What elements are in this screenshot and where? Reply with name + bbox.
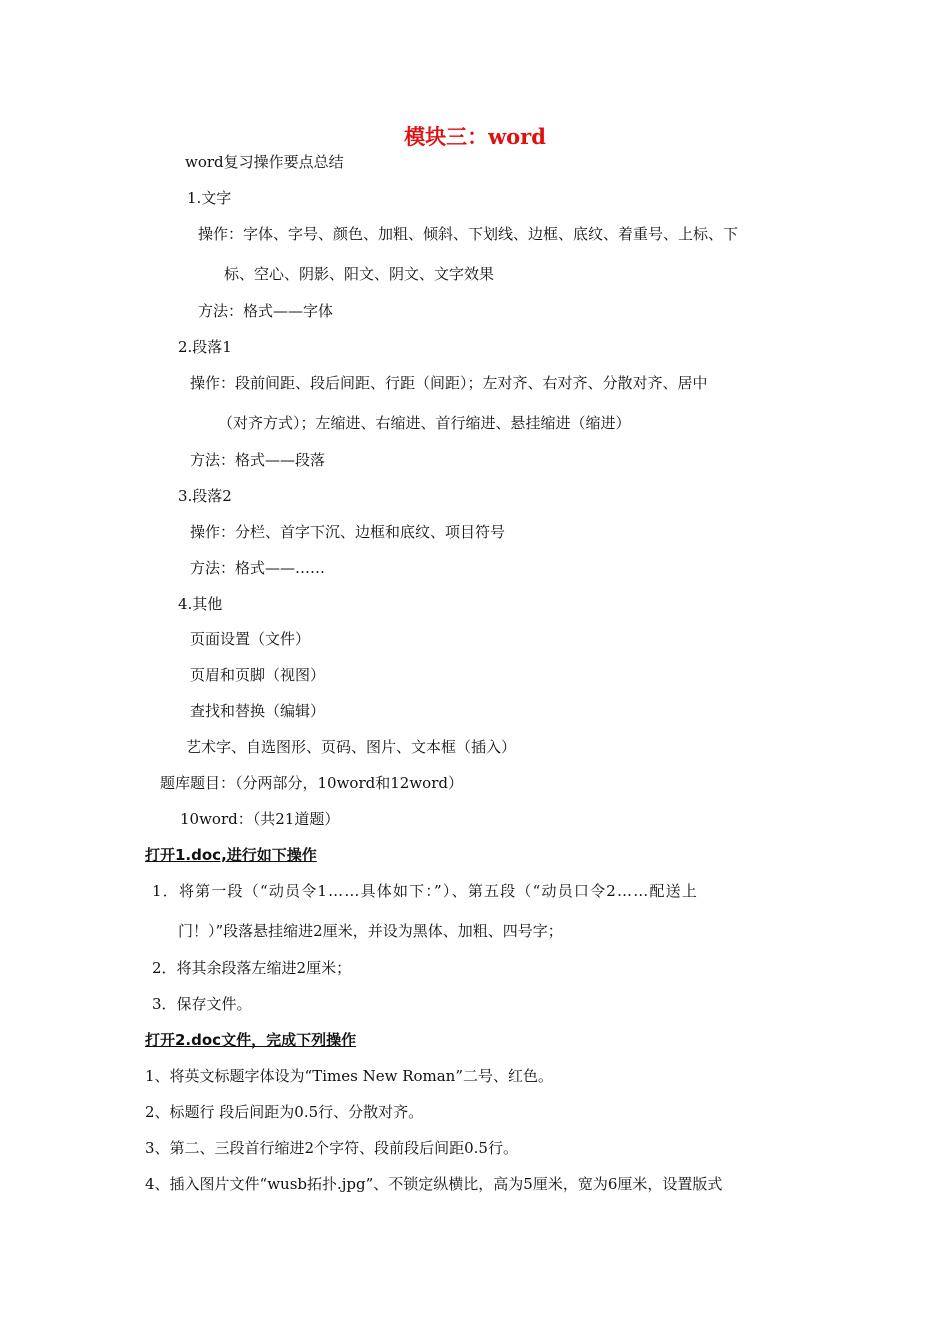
task-1-step-2: 2．将其余段落左缩进2厘米； bbox=[152, 959, 352, 977]
task-2-step-4: 4、插入图片文件“wusb拓扑.jpg”、不锁定纵横比，高为5厘米，宽为6厘米，设置版式 bbox=[145, 1175, 723, 1193]
section-1-heading: 1.文字 bbox=[187, 189, 232, 207]
section-3-method: 方法：格式——…… bbox=[190, 559, 326, 577]
section-3-heading: 3.段落2 bbox=[178, 487, 232, 505]
document-title: 模块三：word bbox=[404, 124, 546, 149]
task-1-step-1: 1．将第一段（“动员令1……具体如下：”）、第五段（“动员口令2……配送上 bbox=[152, 882, 699, 900]
task-1-heading: 打开1.doc,进行如下操作 bbox=[145, 846, 317, 864]
section-4-item: 页眉和页脚（视图） bbox=[190, 666, 326, 684]
section-1-operations-cont: 标、空心、阴影、阳文、阴文、文字效果 bbox=[224, 265, 495, 283]
section-3-operations: 操作：分栏、首字下沉、边框和底纹、项目符号 bbox=[190, 523, 506, 541]
task-1-step-1-cont: 门！）”段落悬挂缩进2厘米，并设为黑体、加粗、四号字； bbox=[178, 922, 563, 940]
question-bank-subline: 10word：（共21道题） bbox=[180, 810, 340, 828]
section-2-operations: 操作：段前间距、段后间距、行距（间距）；左对齐、右对齐、分散对齐、居中 bbox=[190, 374, 708, 392]
question-bank-line: 题库题目：（分两部分，10word和12word） bbox=[160, 774, 463, 792]
section-2-method: 方法：格式——段落 bbox=[190, 451, 326, 469]
section-2-heading: 2.段落1 bbox=[178, 338, 232, 356]
task-2-heading: 打开2.doc文件，完成下列操作 bbox=[145, 1031, 357, 1049]
section-1-method: 方法：格式——字体 bbox=[198, 302, 334, 320]
section-2-operations-cont: （对齐方式）；左缩进、右缩进、首行缩进、悬挂缩进（缩进） bbox=[218, 414, 631, 432]
task-2-step-1: 1、将英文标题字体设为“Times New Roman”二号、红色。 bbox=[145, 1067, 554, 1085]
section-4-item: 页面设置（文件） bbox=[190, 630, 311, 648]
section-4-item: 艺术字、自选图形、页码、图片、文本框（插入） bbox=[186, 738, 517, 756]
section-4-item: 查找和替换（编辑） bbox=[190, 702, 326, 720]
section-1-operations: 操作：字体、字号、颜色、加粗、倾斜、下划线、边框、底纹、着重号、上标、下 bbox=[198, 225, 739, 243]
intro-line: word复习操作要点总结 bbox=[185, 153, 344, 171]
task-2-step-2: 2、标题行 段后间距为0.5行、分散对齐。 bbox=[145, 1103, 424, 1121]
section-4-heading: 4.其他 bbox=[178, 595, 223, 613]
task-2-step-3: 3、第二、三段首行缩进2个字符、段前段后间距0.5行。 bbox=[145, 1139, 518, 1157]
task-1-step-3: 3．保存文件。 bbox=[152, 995, 252, 1013]
